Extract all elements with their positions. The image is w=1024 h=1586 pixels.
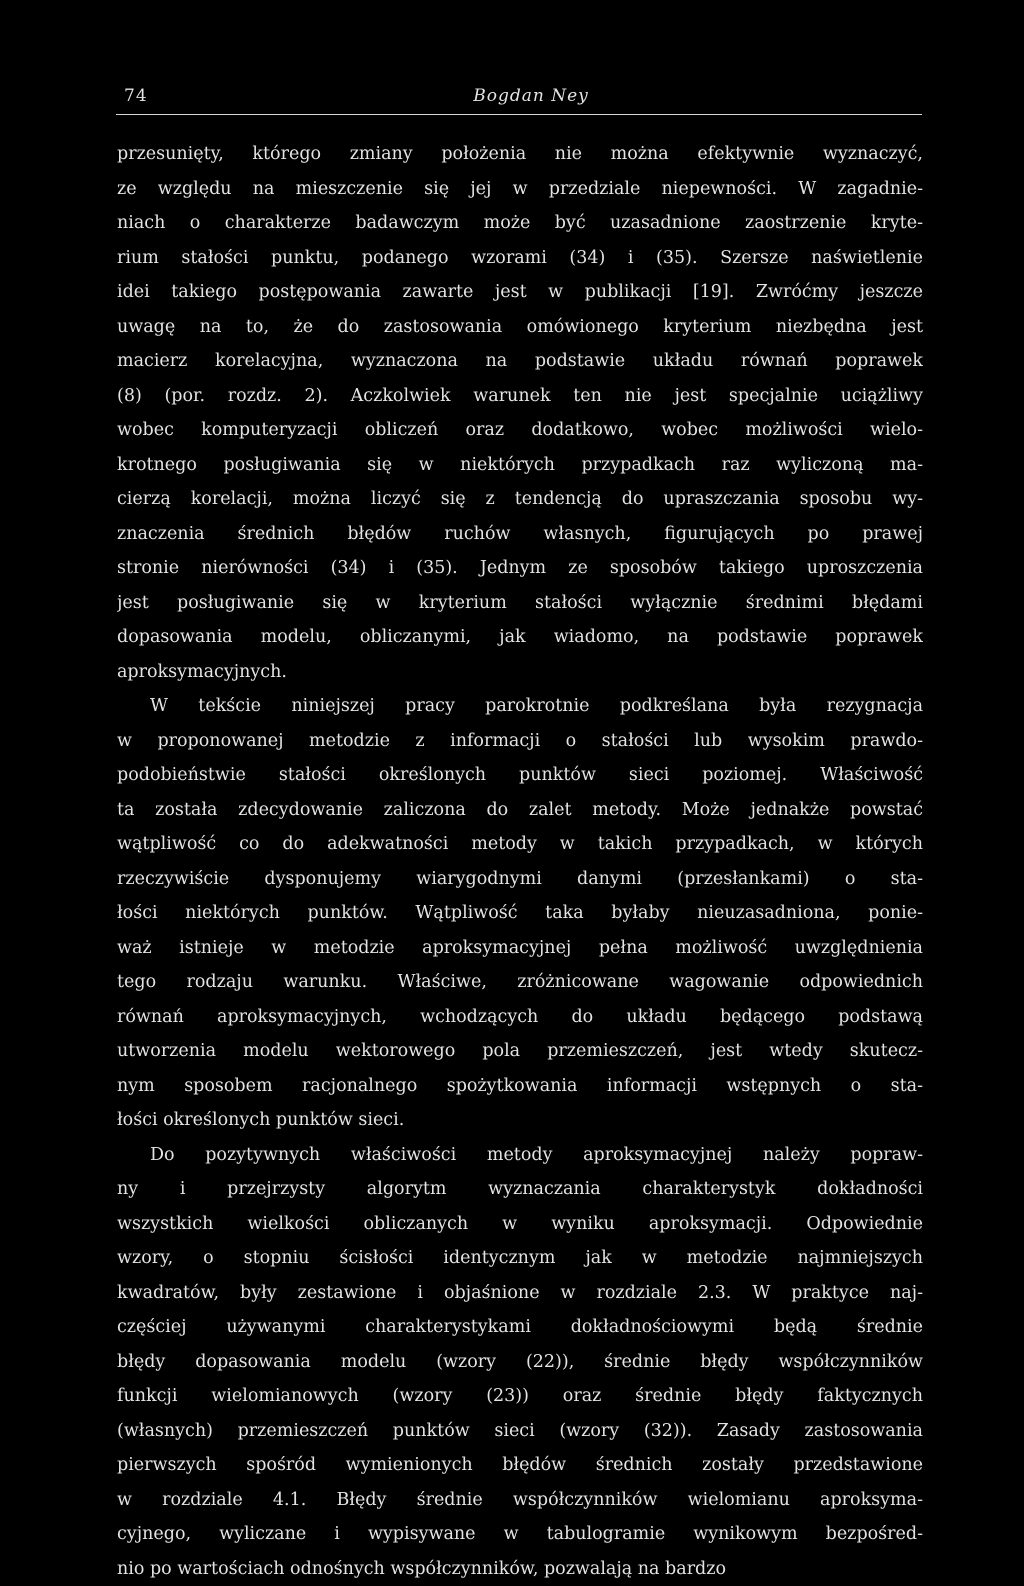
text-line: utworzenia modelu wektorowego pola przemieszczeń, jest wtedy skutecz-: [117, 1034, 923, 1069]
text-line: funkcji wielomianowych (wzory (23)) oraz średnie błędy faktycznych: [117, 1379, 923, 1414]
text-line: cyjnego, wyliczane i wypisywane w tabulogramie wynikowym bezpośred-: [117, 1517, 923, 1552]
text-line: kwadratów, były zestawione i objaśnione w rozdziale 2.3. W praktyce naj-: [117, 1276, 923, 1311]
text-line: wzory, o stopniu ścisłości identycznym jak w metodzie najmniejszych: [117, 1241, 923, 1276]
text-line: rzeczywiście dysponujemy wiarygodnymi danymi (przesłankami) o sta-: [117, 862, 923, 897]
text-line: nio po wartościach odnośnych współczynników, pozwalają na bardzo: [117, 1552, 923, 1586]
paragraph: [117, 137, 923, 689]
text-line: Do pozytywnych właściwości metody aproksymacyjnej należy popraw-: [117, 1138, 923, 1173]
text-line: pierwszych spośród wymienionych błędów średnich zostały przedstawione: [117, 1448, 923, 1483]
text-line: ze względu na mieszczenie się jej w przedziale niepewności. W zagadnie-: [117, 172, 923, 207]
text-line: niach o charakterze badawczym może być uzasadnione zaostrzenie kryte-: [117, 206, 923, 241]
text-line: rium stałości punktu, podanego wzorami (34) i (35). Szersze naświetlenie: [117, 241, 923, 276]
page-header: [116, 84, 922, 114]
text-line: dopasowania modelu, obliczanymi, jak wiadomo, na podstawie poprawek: [117, 620, 923, 655]
text-line: podobieństwie stałości określonych punktów sieci poziomej. Właściwość: [117, 758, 923, 793]
text-line: (własnych) przemieszczeń punktów sieci (wzory (32)). Zasady zastosowania: [117, 1414, 923, 1449]
text-line: równań aproksymacyjnych, wchodzących do układu będącego podstawą: [117, 1000, 923, 1035]
text-line: tego rodzaju warunku. Właściwe, zróżnicowane wagowanie odpowiednich: [117, 965, 923, 1000]
text-line: błędy dopasowania modelu (wzory (22)), średnie błędy współczynników: [117, 1345, 923, 1380]
text-line: przesunięty, którego zmiany położenia nie można efektywnie wyznaczyć,: [117, 137, 923, 172]
text-line: częściej używanymi charakterystykami dokładnościowymi będą średnie: [117, 1310, 923, 1345]
page-number: 74: [124, 86, 148, 106]
text-line: macierz korelacyjna, wyznaczona na podstawie układu równań poprawek: [117, 344, 923, 379]
text-line: wszystkich wielkości obliczanych w wyniku aproksymacji. Odpowiednie: [117, 1207, 923, 1242]
paragraph: [117, 1138, 923, 1586]
text-line: łości określonych punktów sieci.: [117, 1103, 923, 1138]
text-line: idei takiego postępowania zawarte jest w publikacji [19]. Zwróćmy jeszcze: [117, 275, 923, 310]
text-line: wobec komputeryzacji obliczeń oraz dodatkowo, wobec możliwości wielo-: [117, 413, 923, 448]
text-line: stronie nierówności (34) i (35). Jednym ze sposobów takiego uproszczenia: [117, 551, 923, 586]
running-head: Bogdan Ney: [466, 86, 596, 106]
text-line: waż istnieje w metodzie aproksymacyjnej pełna możliwość uwzględnienia: [117, 931, 923, 966]
text-line: znaczenia średnich błędów ruchów własnych, figurujących po prawej: [117, 517, 923, 552]
text-line: krotnego posługiwania się w niektórych przypadkach raz wyliczoną ma-: [117, 448, 923, 483]
text-line: aproksymacyjnych.: [117, 655, 923, 690]
text-line: (8) (por. rozdz. 2). Aczkolwiek warunek ten nie jest specjalnie uciążliwy: [117, 379, 923, 414]
body-text: [117, 137, 923, 1586]
text-line: uwagę na to, że do zastosowania omówionego kryterium niezbędna jest: [117, 310, 923, 345]
text-line: jest posługiwanie się w kryterium stałości wyłącznie średnimi błędami: [117, 586, 923, 621]
text-line: w proponowanej metodzie z informacji o stałości lub wysokim prawdo-: [117, 724, 923, 759]
text-line: cierzą korelacji, można liczyć się z tendencją do upraszczania sposobu wy-: [117, 482, 923, 517]
header-rule: [116, 114, 922, 115]
text-line: wątpliwość co do adekwatności metody w takich przypadkach, w których: [117, 827, 923, 862]
text-line: nym sposobem racjonalnego spożytkowania informacji wstępnych o sta-: [117, 1069, 923, 1104]
text-line: łości niektórych punktów. Wątpliwość taka byłaby nieuzasadniona, ponie-: [117, 896, 923, 931]
paragraph: [117, 689, 923, 1138]
text-line: w rozdziale 4.1. Błędy średnie współczynników wielomianu aproksyma-: [117, 1483, 923, 1518]
text-line: ta została zdecydowanie zaliczona do zalet metody. Może jednakże powstać: [117, 793, 923, 828]
text-line: ny i przejrzysty algorytm wyznaczania charakterystyk dokładności: [117, 1172, 923, 1207]
text-line: W tekście niniejszej pracy parokrotnie podkreślana była rezygnacja: [117, 689, 923, 724]
